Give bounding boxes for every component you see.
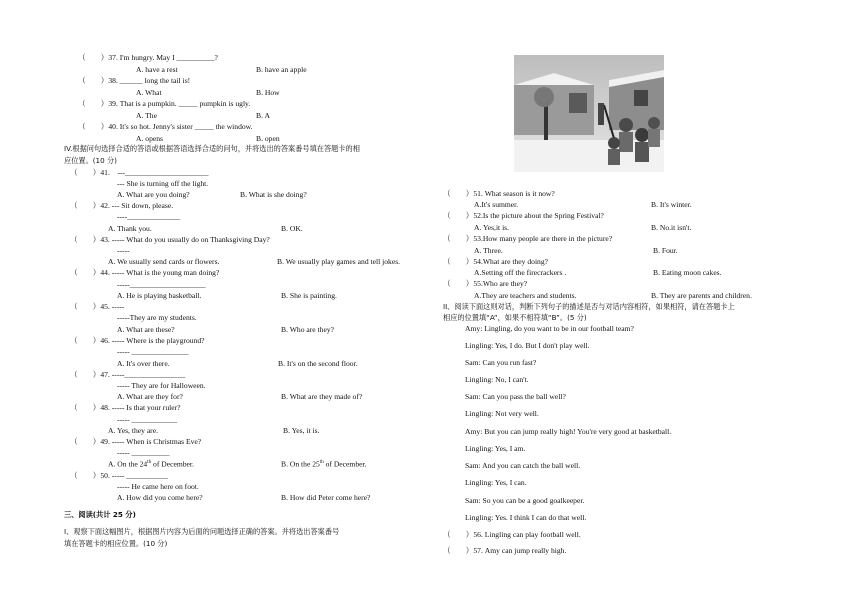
q51-option-b: B. It's winter. <box>651 200 692 209</box>
q52-stem: （ ）52.Is the picture about the Spring Festival? <box>443 211 604 220</box>
q39-option-a: A. The <box>136 111 157 120</box>
q52-option-b: B. No.it isn't. <box>651 223 692 232</box>
q50-reply: ----- He came here on foot. <box>117 482 199 491</box>
q40-stem: （ ）40. It's so hot. Jenny's sister _____ the window. <box>78 122 253 131</box>
q41-option-a: A. What are you doing? <box>117 190 190 199</box>
q46-blank: ----- _______________ <box>117 347 189 356</box>
q53-option-a: A. Three. <box>474 246 503 255</box>
dialog-line: Sam: Can you pass the ball well? <box>465 392 566 401</box>
q48-option-b: B. Yes, it is. <box>283 426 320 435</box>
q47-stem: （ ）47. -----________________ <box>70 370 186 379</box>
q44-option-b: B. She is painting. <box>281 291 337 300</box>
section-i-instruction: I、观察下面这幅图片，根据图片内容为后面的问题选择正确的答案。并将选出答案番号 <box>64 527 340 536</box>
dialog-line: Sam: Can you run fast? <box>465 358 537 367</box>
dialog-line: Amy: Lingling, do you want to be in our football team? <box>465 324 634 333</box>
q51-option-a: A.It's summer. <box>474 200 519 209</box>
q54-option-b: B. Eating moon cakes. <box>653 268 722 277</box>
section-iv-instruction-2: 应位置。(10 分) <box>64 156 117 165</box>
q49-stem: （ ）49. ----- When is Christmas Eve? <box>70 437 202 446</box>
section-i-instruction-2: 填在答题卡的相应位置。(10 分) <box>64 539 168 548</box>
q48-stem: （ ）48. ----- Is that your ruler? <box>70 403 181 412</box>
q54-option-a: A.Setting off the firecrackers . <box>474 268 567 277</box>
q49-blank: ----- __________ <box>117 448 170 457</box>
q41-option-b: B. What is she doing? <box>240 190 307 199</box>
q44-blank: -----____________________ <box>117 280 206 289</box>
dialog-line: Lingling: Yes, I am. <box>465 444 526 453</box>
q42-blank: ----______________ <box>117 212 181 221</box>
section-ii-instruction-2: 相应的位置填“A”，如果不相符填“B”。(5 分) <box>443 313 587 322</box>
q41-stem: （ ）41. ---______________________ <box>70 168 209 177</box>
section-iv-instruction: IV.根据问句选择合适的答语或根据答语选择合适的问句，并将选出的答案番号填在答题卡的相 <box>64 144 360 153</box>
q46-stem: （ ）46. ----- Where is the playground? <box>70 336 205 345</box>
q53-option-b: B. Four. <box>653 246 678 255</box>
q55-option-b: B. They are parents and children. <box>651 291 752 300</box>
q39-option-b: B. A <box>256 111 270 120</box>
dialog-line: Sam: So you can be a good goalkeeper. <box>465 496 585 505</box>
q54-stem: （ ）54.What are they doing? <box>443 257 549 266</box>
q42-option-b: B. OK. <box>281 224 303 233</box>
q43-option-a: A. We usually send cards or flowers. <box>108 257 220 266</box>
q40-option-b: B. open <box>256 134 280 143</box>
q50-stem: （ ）50. ----- ___________ <box>70 471 169 480</box>
q37-option-b: B. have an apple <box>256 65 307 74</box>
dialog-line: Lingling: Yes, I can. <box>465 478 527 487</box>
section-3-heading: 三、阅读(共计 25 分) <box>64 510 136 519</box>
q43-option-b: B. We usually play games and tell jokes. <box>277 257 401 266</box>
q47-option-a: A. What are they for? <box>117 392 183 401</box>
dialog-line: Sam: And you can catch the ball well. <box>465 461 581 470</box>
q38-option-a: A. What <box>136 88 162 97</box>
dialog-line: Lingling: No, I can't. <box>465 375 529 384</box>
q48-blank: ----- ____________ <box>117 415 178 424</box>
q43-stem: （ ）43. ----- What do you usually do on Thanksgiving Day? <box>70 235 270 244</box>
q49-option-b: B. On the 25th of December. <box>281 459 367 469</box>
q45-option-a: A. What are these? <box>117 325 175 334</box>
q37-stem: （ ）37. I'm hungry. May I __________? <box>78 53 218 62</box>
q47-option-b: B. What are they made of? <box>281 392 363 401</box>
q55-stem: （ ）55.Who are they? <box>443 279 528 288</box>
dialog-line: Lingling: Yes. I think I can do that well. <box>465 513 587 522</box>
q42-option-a: A. Thank you. <box>108 224 152 233</box>
q45-option-b: B. Who are they? <box>281 325 334 334</box>
q51-stem: （ ）51. What season is it now? <box>443 189 555 198</box>
q53-stem: （ ）53.How many people are there in the picture? <box>443 234 613 243</box>
q45-stem: （ ）45. ----- <box>70 302 125 311</box>
q43-blank: ----- <box>117 246 130 255</box>
q49-option-a: A. On the 24th of December. <box>108 459 194 469</box>
q47-reply: ----- They are for Halloween. <box>117 381 206 390</box>
q48-option-a: A. Yes, they are. <box>108 426 158 435</box>
q42-stem: （ ）42. --- Sit down, please. <box>70 201 174 210</box>
q44-stem: （ ）44. ----- What is the young man doing? <box>70 268 220 277</box>
q52-option-a: A. Yes,it is. <box>474 223 510 232</box>
q38-option-b: B. How <box>256 88 280 97</box>
q40-option-a: A. opens <box>136 134 163 143</box>
q41-reply: --- She is turning off the light. <box>117 179 209 188</box>
q37-option-a: A. have a rest <box>136 65 178 74</box>
q46-option-a: A. It's over there. <box>117 359 170 368</box>
q44-option-a: A. He is playing basketball. <box>117 291 202 300</box>
dialog-line: Amy: But you can jump really high! You're very good at basketball. <box>465 427 672 436</box>
dialog-line: Lingling: Not very well. <box>465 409 539 418</box>
q56-statement: （ ）56. Lingling can play football well. <box>443 530 581 539</box>
q39-stem: （ ）39. That is a pumpkin. _____ pumpkin is ugly. <box>78 99 251 108</box>
q46-option-b: B. It's on the second floor. <box>278 359 358 368</box>
q50-option-a: A. How did you come here? <box>117 493 203 502</box>
q50-option-b: B. How did Peter come here? <box>281 493 371 502</box>
q38-stem: （ ）38. ______ long the tail is! <box>78 76 191 85</box>
q57-statement: （ ）57. Amy can jump really high. <box>443 546 567 555</box>
winter-scene-picture <box>514 55 664 172</box>
dialog-line: Lingling: Yes, I do. But I don't play well. <box>465 341 590 350</box>
q45-reply: -----They are my students. <box>117 313 197 322</box>
q55-option-a: A.They are teachers and students. <box>474 291 577 300</box>
section-ii-instruction: II、阅读下面这则对话，判断下列句子的描述是否与对话内容相符，如果相符，请在答题卡上 <box>443 302 735 311</box>
